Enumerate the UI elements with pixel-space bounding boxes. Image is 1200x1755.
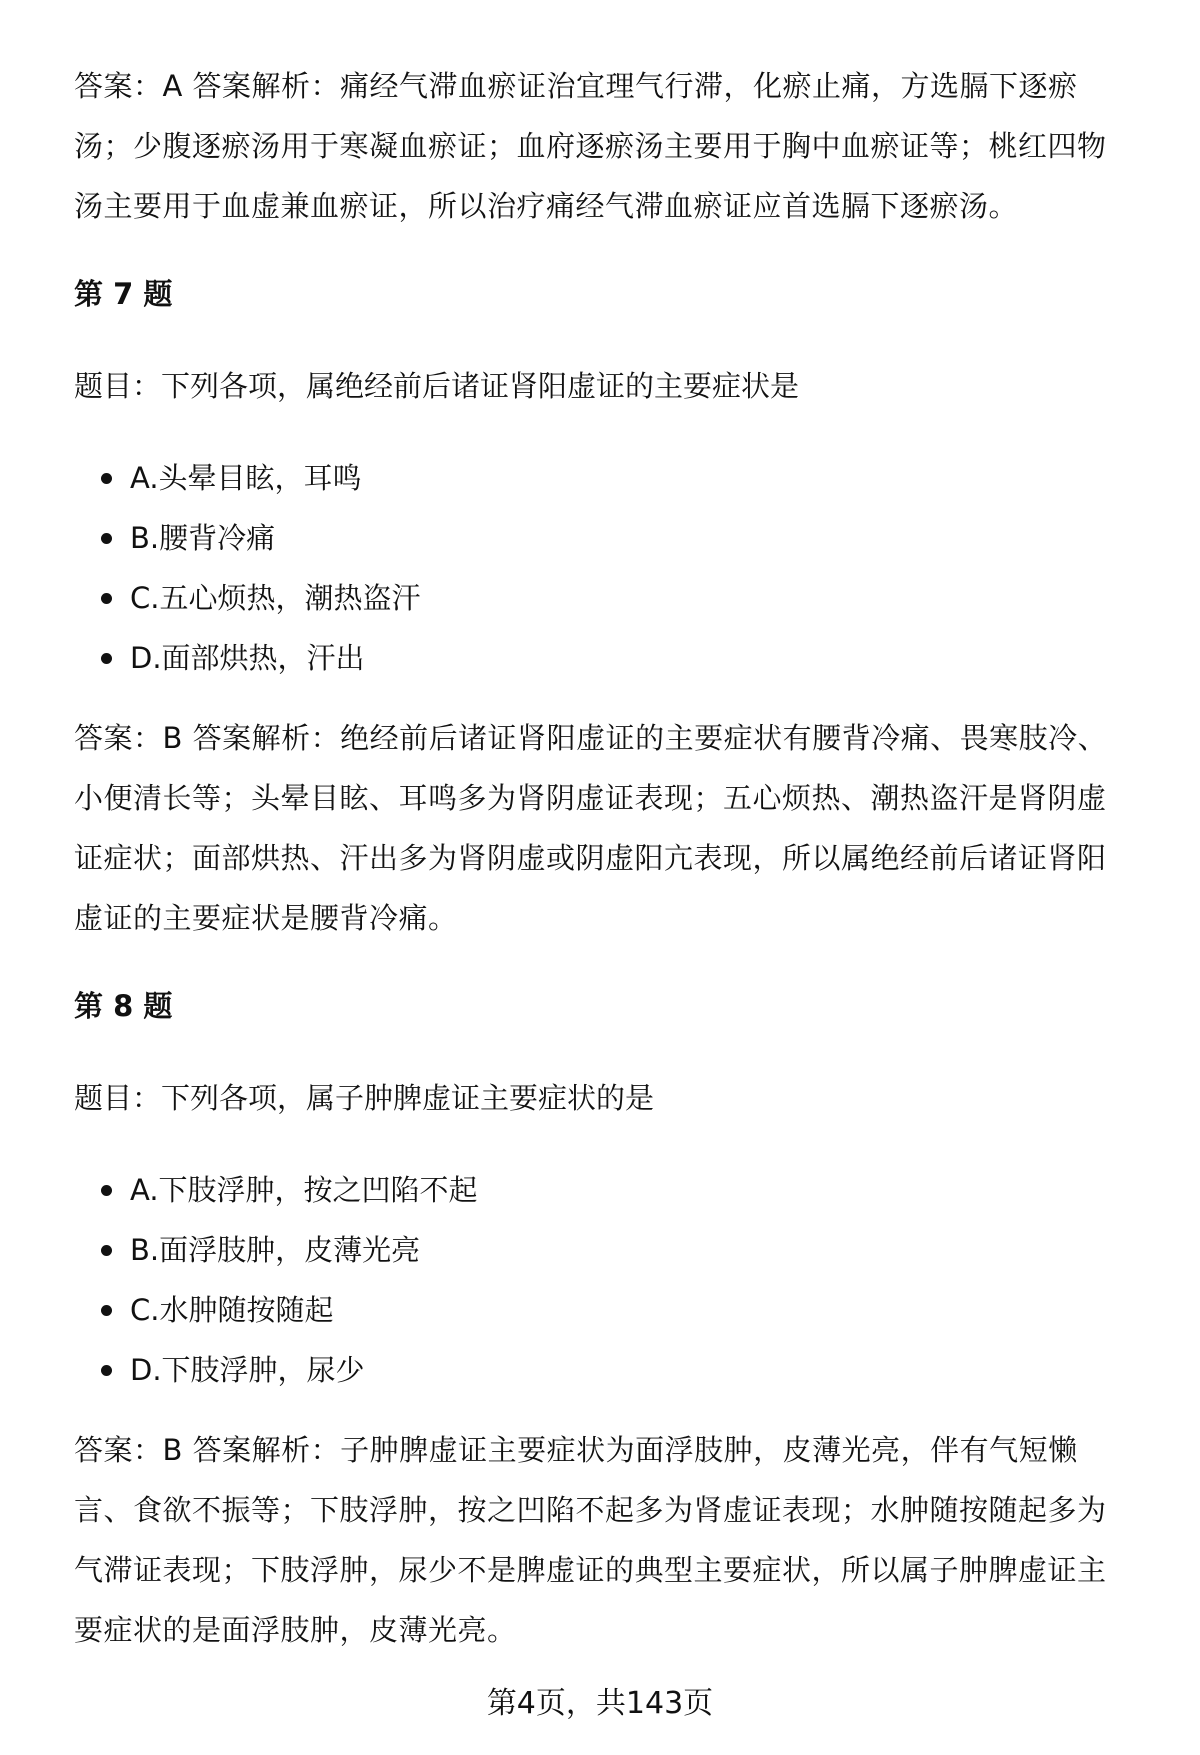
option-item <box>74 578 1128 618</box>
answer-paragraph-q6: 答案：A 答案解析：痛经气滞血瘀证治宜理气行滞，化瘀止痛，方选膈下逐瘀汤；少腹逐瘀汤用于寒凝血瘀证；血府逐瘀汤主要用于胸中血瘀证等；桃红四物汤主要用于血虚兼血瘀证，所以治疗痛经气滞血瘀证应首选膈下逐瘀汤。 <box>74 69 1107 223</box>
option-label: D.下肢浮肿，尿少 <box>130 1353 365 1387</box>
bullet-icon <box>101 1365 112 1376</box>
question-text-7: 题目：下列各项，属绝经前后诸证肾阳虚证的主要症状是 <box>74 369 800 403</box>
bullet-icon <box>101 653 112 664</box>
option-item <box>74 518 1128 558</box>
answer-paragraph-q8: 答案：B 答案解析：子肿脾虚证主要症状为面浮肢肿，皮薄光亮，伴有气短懒言、食欲不振等；下肢浮肿，按之凹陷不起多为肾虚证表现；水肿随按随起多为气滞证表现；下肢浮肿，尿少不是脾虚证的典型主要症状，所以属子肿脾虚证主要症状的是面浮肢肿，皮薄光亮。 <box>74 1433 1107 1647</box>
option-label: B.面浮肢肿，皮薄光亮 <box>130 1233 421 1267</box>
option-item <box>74 1170 1128 1210</box>
question-heading-7: 第 7 题 <box>74 277 173 311</box>
option-label: A.头晕目眩，耳鸣 <box>130 461 362 495</box>
option-list-7 <box>74 458 1128 678</box>
option-item <box>74 1350 1128 1390</box>
option-label: C.水肿随按随起 <box>130 1293 334 1327</box>
question-heading-8: 第 8 题 <box>74 989 173 1023</box>
option-label: B.腰背冷痛 <box>130 521 276 555</box>
option-item <box>74 458 1128 498</box>
answer-paragraph-q7: 答案：B 答案解析：绝经前后诸证肾阳虚证的主要症状有腰背冷痛、畏寒肢冷、小便清长等；头晕目眩、耳鸣多为肾阴虚证表现；五心烦热、潮热盗汗是肾阴虚证症状；面部烘热、汗出多为肾阴虚或阴虚阳亢表现，所以属绝经前后诸证肾阳虚证的主要症状是腰背冷痛。 <box>74 721 1108 935</box>
bullet-icon <box>101 1305 112 1316</box>
option-label: C.五心烦热，潮热盗汗 <box>130 581 421 615</box>
option-item <box>74 1290 1128 1330</box>
bullet-icon <box>101 533 112 544</box>
option-label: D.面部烘热，汗出 <box>130 641 365 675</box>
page-number: 第4页，共143页 <box>486 1686 714 1721</box>
question-text-8: 题目：下列各项，属子肿脾虚证主要症状的是 <box>74 1081 655 1115</box>
option-item <box>74 1230 1128 1270</box>
option-label: A.下肢浮肿，按之凹陷不起 <box>130 1173 478 1207</box>
option-list-8 <box>74 1170 1128 1390</box>
bullet-icon <box>101 1245 112 1256</box>
option-item <box>74 638 1128 678</box>
bullet-icon <box>101 473 112 484</box>
bullet-icon <box>101 593 112 604</box>
bullet-icon <box>101 1185 112 1196</box>
